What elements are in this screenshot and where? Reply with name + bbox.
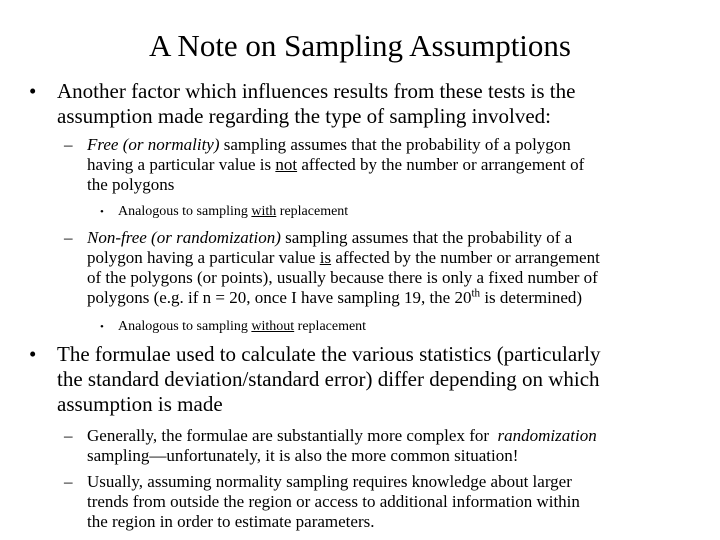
sub-bullet-line	[87, 248, 600, 268]
emphasis-term: Free (or normality)	[87, 135, 220, 154]
sub-sub-bullet-text	[118, 203, 348, 221]
sub-sub-bullet-line	[118, 318, 366, 336]
line-text: replacement	[294, 319, 367, 334]
underlined-word: not	[275, 155, 298, 174]
emphasis-term: randomization	[497, 426, 597, 445]
sub-sub-bullet-line	[118, 203, 348, 221]
bullet-text	[57, 342, 600, 417]
bullet-marker: •	[29, 79, 37, 103]
line-text: Analogous to sampling	[118, 204, 252, 219]
line-text: having a particular value is	[87, 155, 276, 174]
bullet-marker: •	[29, 342, 37, 366]
sub-bullet-line	[87, 288, 600, 308]
underlined-word: without	[251, 319, 295, 334]
superscript: th	[471, 287, 481, 300]
line-text: affected by the number or arrangement	[331, 248, 600, 267]
bullet-line: assumption is made	[57, 392, 223, 416]
sub-bullet-line: trends from outside the region or access to additional information within	[87, 492, 580, 511]
underlined-word: with	[251, 204, 277, 219]
sub-bullet-line: the region in order to estimate parameters.	[87, 512, 375, 531]
line-text: is determined)	[480, 288, 583, 307]
dash-marker: –	[64, 472, 73, 491]
sub-bullet-line	[87, 228, 600, 248]
bullet-line: The formulae used to calculate the various statistics (particularly	[57, 342, 601, 366]
sub-bullet-line: Usually, assuming normality sampling requires knowledge about larger	[87, 472, 572, 491]
dash-marker: –	[64, 426, 73, 445]
slide-title: A Note on Sampling Assumptions	[149, 28, 571, 63]
dash-marker: –	[64, 228, 73, 247]
sub-sub-bullet-text	[118, 318, 366, 336]
sub-bullet-line	[87, 426, 597, 446]
sub-bullet-text	[87, 426, 597, 466]
bullet-text	[57, 79, 575, 129]
line-text: Generally, the formulae are substantially more complex for	[87, 426, 498, 445]
bullet-line: assumption made regarding the type of sampling involved:	[57, 104, 551, 128]
line-text: polygon having a particular value	[87, 248, 320, 267]
sub-bullet-line: the polygons	[87, 175, 175, 194]
underlined-word: is	[319, 248, 332, 267]
sub-bullet-line	[87, 135, 584, 155]
small-bullet-marker: •	[100, 321, 104, 333]
line-text: affected by the number or arrangement of	[297, 155, 585, 174]
sub-bullet-text	[87, 135, 584, 195]
sub-bullet-line: sampling—unfortunately, it is also the more common situation!	[87, 446, 519, 465]
small-bullet-marker: •	[100, 206, 104, 218]
line-text: sampling assumes that the probability of a	[280, 228, 573, 247]
emphasis-term: Non-free (or randomization)	[87, 228, 281, 247]
bullet-line: the standard deviation/standard error) differ depending on which	[57, 367, 600, 391]
bullet-line: Another factor which influences results from these tests is the	[57, 79, 576, 103]
sub-bullet-line	[87, 155, 584, 175]
dash-marker: –	[64, 135, 73, 154]
sub-bullet-text	[87, 228, 600, 308]
line-text: sampling assumes that the probability of a polygon	[219, 135, 571, 154]
line-text: replacement	[276, 204, 349, 219]
line-text: Analogous to sampling	[118, 319, 252, 334]
line-text: polygons (e.g. if n = 20, once I have sampling 19, the 20	[87, 288, 472, 307]
sub-bullet-line: of the polygons (or points), usually because there is only a fixed number of	[87, 268, 598, 287]
sub-bullet-text	[87, 472, 580, 532]
